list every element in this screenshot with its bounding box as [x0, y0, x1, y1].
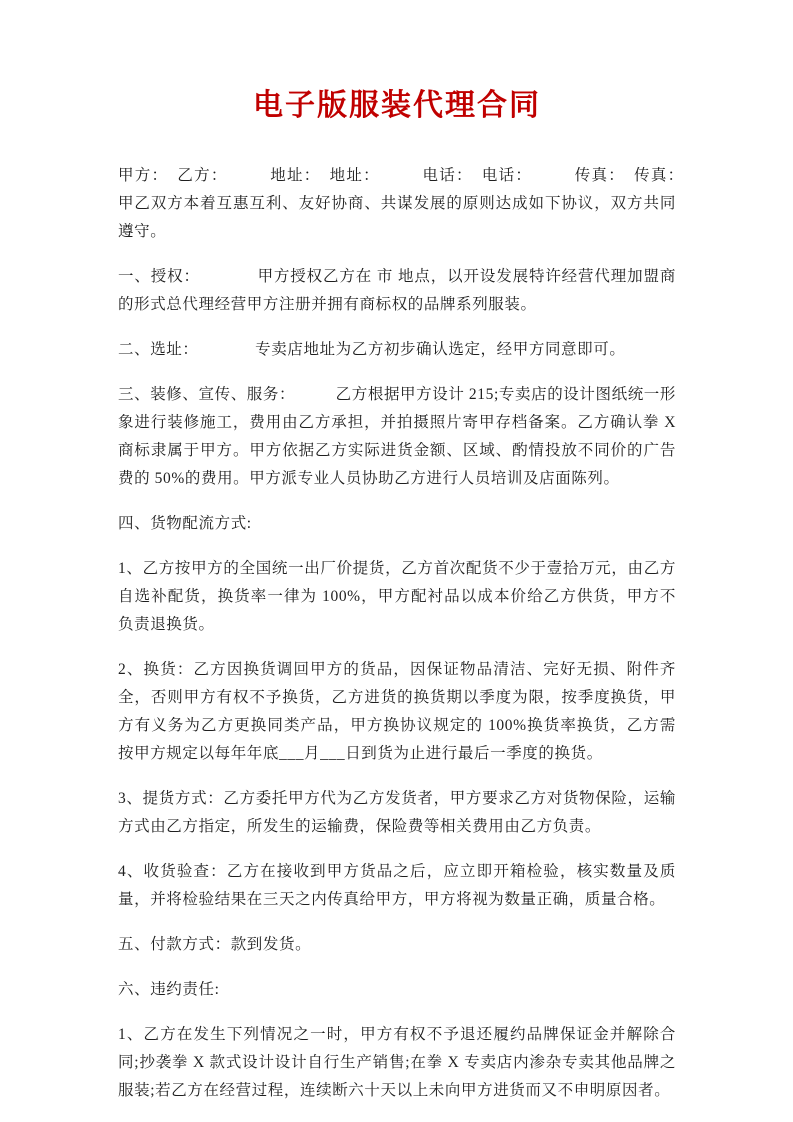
paragraph-clause-6-item-1: 1、乙方在发生下列情况之一时，甲方有权不予退还履约品牌保证金并解除合同;抄袭拳 X 款式设计设计自行生产销售;在拳 X 专卖店内渗杂专卖其他品牌之服装;若乙方在经营过程，连续断六十天以上未向甲方进货而又不申明原因者。 [118, 1026, 676, 1099]
paragraph-clause-5-payment: 五、付款方式：款到发货。 [118, 936, 312, 953]
paragraph-clause-4-item-2-exchange: 2、换货：乙方因换货调回甲方的货品，因保证物品清洁、完好无损、附件齐全，否则甲方有权不予换货，乙方进货的换货期以季度为限，按季度换货，甲方有义务为乙方更换同类产品，甲方换协议规定的 100%换货率换货，乙方需按甲方规定以每年年底___月___日到货为止进行最后一季度的换货。 [118, 661, 676, 762]
paragraph-clause-3-decoration-promotion-service: 三、装修、宣传、服务： 乙方根据甲方设计 215;专卖店的设计图纸统一形象进行装修施工，费用由乙方承担，并拍摄照片寄甲存档备案。乙方确认拳 X 商标隶属于甲方。甲方依据乙方实际进货金额、区域、酌情投放不同价的广告费的 50%的费用。甲方派专业人员协助乙方进行人员培训及店面陈列。 [118, 386, 676, 487]
paragraph-clause-4-distribution-heading: 四、货物配流方式: [118, 515, 252, 532]
paragraph-clause-6-breach-heading: 六、违约责任: [118, 981, 220, 998]
paragraph-clause-2-site-selection: 二、选址： 专卖店地址为乙方初步确认选定，经甲方同意即可。 [118, 341, 626, 358]
paragraph-clause-4-item-3-pickup: 3、提货方式：乙方委托甲方代为乙方发货者，甲方要求乙方对货物保险，运输方式由乙方指定，所发生的运输费，保险费等相关费用由乙方负责。 [118, 790, 676, 835]
paragraph-clause-4-item-1: 1、乙方按甲方的全国统一出厂价提货，乙方首次配货不少于壹拾万元，由乙方自选补配货，换货率一律为 100%，甲方配衬品以成本价给乙方供货，甲方不负责退换货。 [118, 560, 676, 633]
paragraph-clause-4-item-4-inspection: 4、收货验查：乙方在接收到甲方货品之后，应立即开箱检验，核实数量及质量，并将检验结果在三天之内传真给甲方，甲方将视为数量正确，质量合格。 [118, 863, 676, 908]
paragraph-clause-1-authorization: 一、授权： 甲方授权乙方在 市 地点，以开设发展特许经营代理加盟商的形式总代理经营甲方注册并拥有商标权的品牌系列服装。 [118, 268, 676, 313]
document-title: 电子版服装代理合同 [253, 89, 541, 122]
paragraph-parties: 甲方： 乙方： 地址： 地址： 电话： 电话： 传真： 传真： 甲乙双方本着互惠互利、友好协商、共谋发展的原则达成如下协议，双方共同遵守。 [118, 167, 725, 240]
